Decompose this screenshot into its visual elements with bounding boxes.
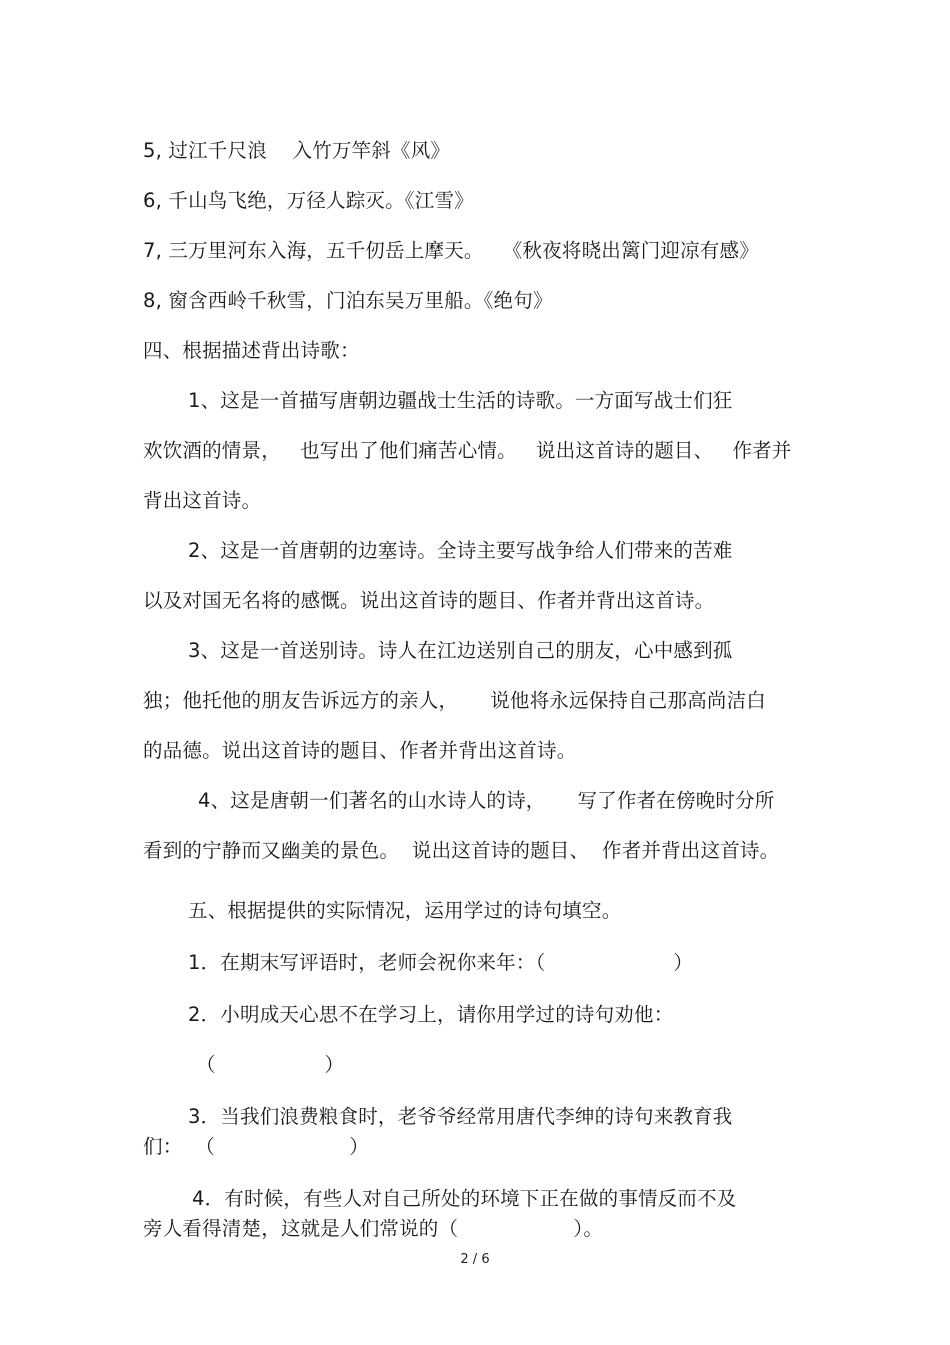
s4-q1-line2: 欢饮酒的情景， 也写出了他们痛苦心情。 说出这首诗的题目、 作者并 [143, 439, 792, 462]
s5-q2-line2: （ ） [196, 1053, 345, 1076]
poem-line-5: 5, 过江千尺浪 入竹万竿斜《风》 [143, 139, 451, 162]
section-4-heading: 四、根据描述背出诗歌： [143, 339, 360, 362]
s4-q3-line3: 的品德。说出这首诗的题目、作者并背出这首诗。 [143, 739, 577, 762]
s5-q4-line2: 旁人看得清楚，这就是人们常说的（ ）。 [143, 1217, 604, 1240]
s5-q1: 1．在期末写评语时，老师会祝你来年：（ ） [188, 951, 694, 974]
s4-q3-line1: 3、这是一首送别诗。诗人在江边送别自己的朋友，心中感到孤 [188, 639, 733, 662]
poem-line-8: 8, 窗含西岭千秋雪，门泊东吴万里船。《绝句》 [143, 289, 553, 312]
s5-q2-line1: 2．小明成天心思不在学习上，请你用学过的诗句劝他： [188, 1003, 674, 1026]
s4-q4-line2: 看到的宁静而又幽美的景色。 说出这首诗的题目、 作者并背出这首诗。 [143, 839, 780, 862]
s5-q3-line1: 3．当我们浪费粮食时，老爷爷经常用唐代李绅的诗句来教育我 [188, 1105, 733, 1128]
s4-q2-line2: 以及对国无名将的感慨。说出这首诗的题目、作者并背出这首诗。 [143, 589, 715, 612]
page-number: 2 / 6 [460, 1252, 490, 1267]
s4-q2-line1: 2、这是一首唐朝的边塞诗。全诗主要写战争给人们带来的苦难 [188, 539, 733, 562]
s5-q4-line1: 4．有时候，有些人对自己所处的环境下正在做的事情反而不及 [192, 1187, 737, 1210]
poem-line-7: 7, 三万里河东入海，五千仞岳上摩天。 《秋夜将晓出篱门迎凉有感》 [143, 239, 759, 262]
s4-q1-line3: 背出这首诗。 [143, 489, 262, 512]
section-5-heading: 五、根据提供的实际情况，运用学过的诗句填空。 [188, 899, 622, 922]
s4-q3-line2: 独；他托他的朋友告诉远方的亲人， 说他将永远保持自己那高尚洁白 [143, 689, 766, 712]
s4-q4-line1: 4、这是唐朝一们著名的山水诗人的诗， 写了作者在傍晚时分所 [198, 789, 775, 812]
s5-q3-line2: 们： （ ） [143, 1135, 369, 1158]
s4-q1-line1: 1、这是一首描写唐朝边疆战士生活的诗歌。一方面写战士们狂 [188, 389, 733, 412]
poem-line-6: 6, 千山鸟飞绝，万径人踪灭。《江雪》 [143, 189, 474, 212]
